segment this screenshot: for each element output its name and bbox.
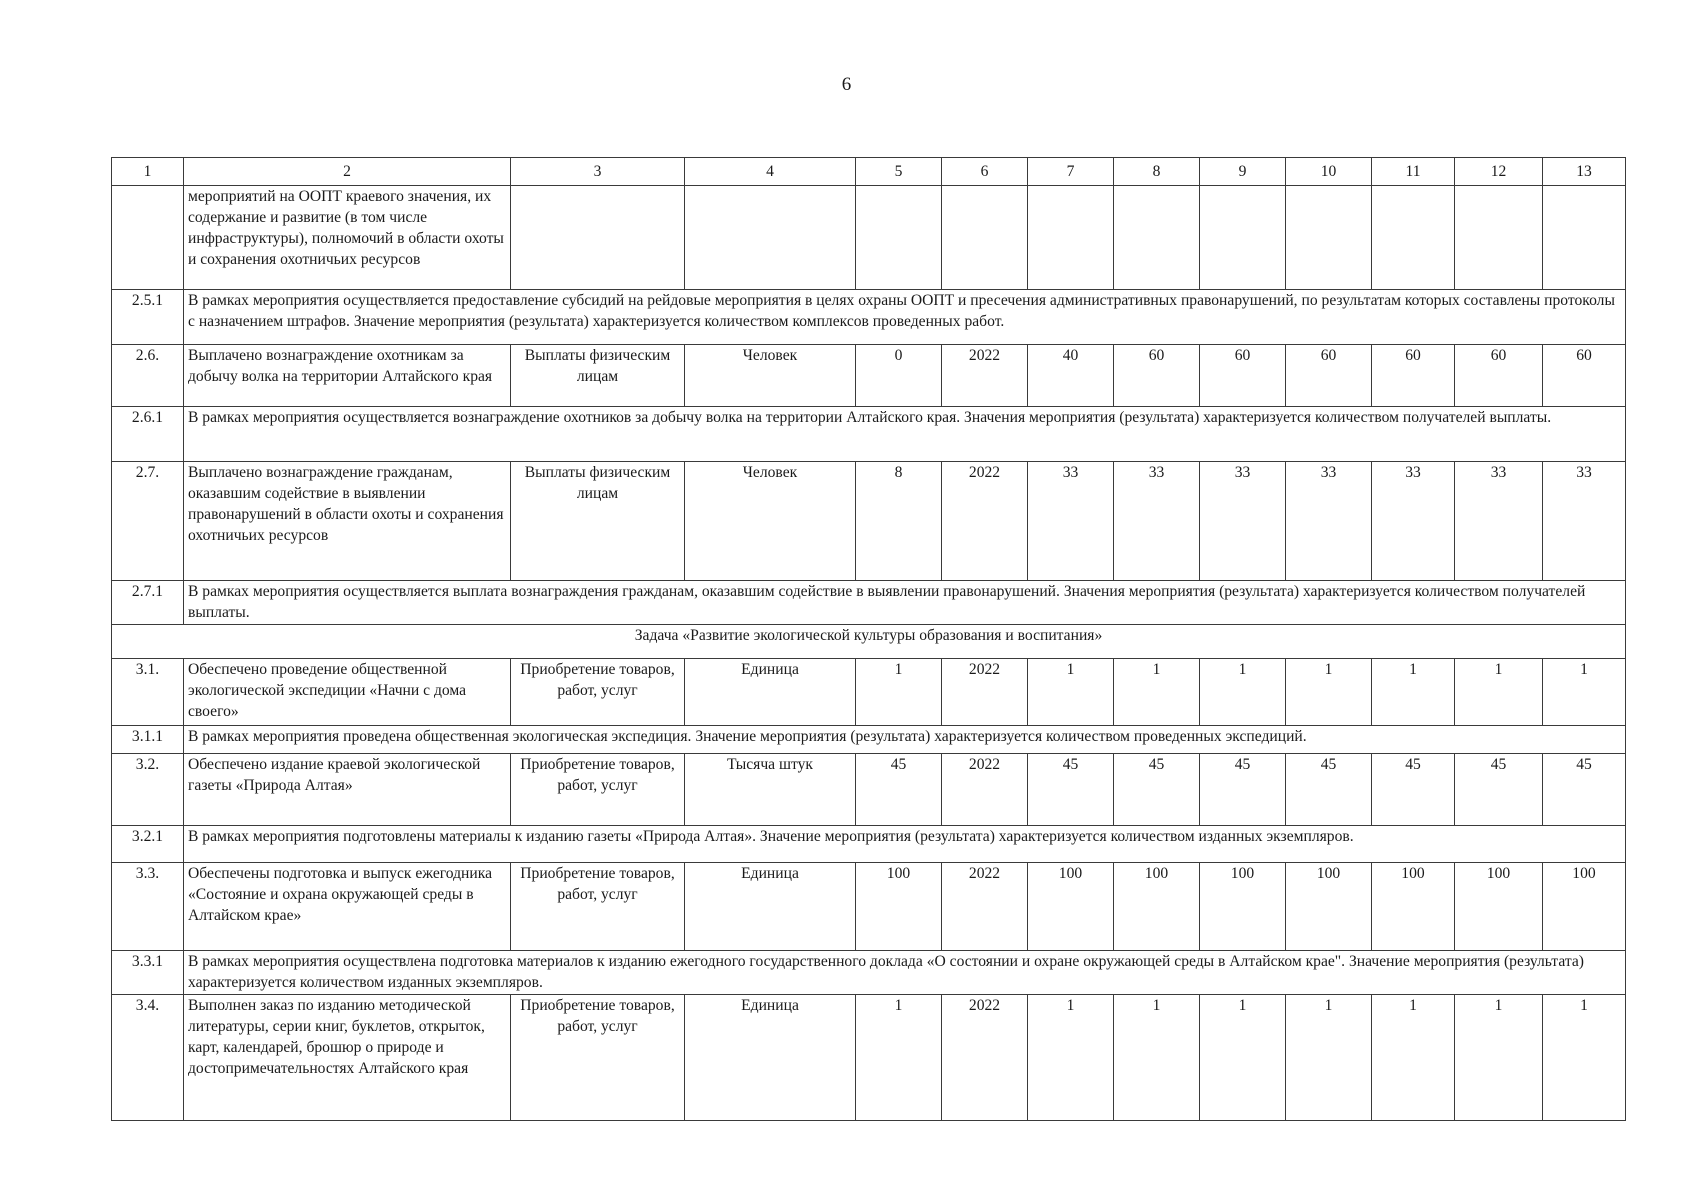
value-cell: 1: [1372, 995, 1455, 1121]
column-header: 10: [1286, 158, 1372, 186]
value-cell: 1: [1114, 659, 1200, 726]
base-year: 2022: [942, 754, 1028, 826]
row-number: 3.1.1: [112, 726, 184, 754]
value-cell: 60: [1372, 345, 1455, 407]
description-row: [112, 407, 1626, 462]
value-cell: 33: [1200, 462, 1286, 581]
indicator-name: Выплачено вознаграждение гражданам, оказавшим содействие в выявлении правонарушений в области охоты и сохранения охотничьих ресурсов: [184, 462, 511, 581]
value-cell: 33: [1028, 462, 1114, 581]
row-description: В рамках мероприятия осуществляется предоставление субсидий на рейдовые мероприятия в целях охраны ООПТ и пресечения административных правонарушений, по результатам которых составлены протоколы с назначением штрафов. Значение мероприятия (результата) характеризуется количеством комплексов проведенных работ.: [184, 290, 1626, 345]
indicators-table: [111, 157, 1626, 1121]
column-header: 8: [1114, 158, 1200, 186]
row-number: 3.2.: [112, 754, 184, 826]
table-row: [112, 659, 1626, 726]
unit: Тысяча штук: [685, 754, 856, 826]
value-cell: 45: [1455, 754, 1543, 826]
table-row: [112, 863, 1626, 951]
value-cell: 60: [1286, 345, 1372, 407]
column-header: 2: [184, 158, 511, 186]
value-cell: 60: [1455, 345, 1543, 407]
value-cell: 1: [1028, 659, 1114, 726]
row-description: В рамках мероприятия осуществлена подготовка материалов к изданию ежегодного государственного доклада «О состоянии и охране окружающей среды в Алтайском крае". Значение мероприятия (результата) характеризуется количеством изданных экземпляров.: [184, 951, 1626, 995]
expense-type: Выплаты физическим лицам: [511, 345, 685, 407]
unit: Единица: [685, 995, 856, 1121]
value-cell: 1: [1200, 995, 1286, 1121]
value-cell: 45: [1028, 754, 1114, 826]
column-header: 9: [1200, 158, 1286, 186]
value-cell: 100: [1455, 863, 1543, 951]
value-cell: 1: [1543, 995, 1626, 1121]
value-cell: 33: [1543, 462, 1626, 581]
table-row: [112, 462, 1626, 581]
row-number: 2.6.1: [112, 407, 184, 462]
value-cell: 60: [1200, 345, 1286, 407]
base-year: 2022: [942, 995, 1028, 1121]
page-number: 6: [841, 74, 852, 95]
value-cell: 45: [1286, 754, 1372, 826]
description-row: [112, 826, 1626, 863]
base-year: 2022: [942, 659, 1028, 726]
column-header: 13: [1543, 158, 1626, 186]
description-row: [112, 951, 1626, 995]
row-description: В рамках мероприятия осуществляется выплата вознаграждения гражданам, оказавшим содействие в выявлении правонарушений. Значения мероприятия (результата) характеризуется количеством получателей выплаты.: [184, 581, 1626, 625]
value-cell: 60: [1543, 345, 1626, 407]
row-number: 2.6.: [112, 345, 184, 407]
expense-type: Приобретение товаров, работ, услуг: [511, 754, 685, 826]
row-number: 2.7.1: [112, 581, 184, 625]
indicator-name: Обеспечено издание краевой экологической газеты «Природа Алтая»: [184, 754, 511, 826]
value-cell: 1: [1286, 995, 1372, 1121]
value-cell: 100: [1372, 863, 1455, 951]
column-header: 1: [112, 158, 184, 186]
base-year: 2022: [942, 345, 1028, 407]
table-row: [112, 754, 1626, 826]
row-number: 3.1.: [112, 659, 184, 726]
base-value: 1: [856, 659, 942, 726]
column-header: 12: [1455, 158, 1543, 186]
base-year: 2022: [942, 462, 1028, 581]
value-cell: 100: [1543, 863, 1626, 951]
value-cell: 100: [1286, 863, 1372, 951]
table-row: [112, 186, 1626, 290]
indicator-name: Выплачено вознаграждение охотникам за добычу волка на территории Алтайского края: [184, 345, 511, 407]
unit: Единица: [685, 863, 856, 951]
unit: Человек: [685, 345, 856, 407]
base-value: 100: [856, 863, 942, 951]
indicator-name: Выполнен заказ по изданию методической литературы, серии книг, буклетов, открыток, карт, календарей, брошюр о природе и достопримечательностях Алтайского края: [184, 995, 511, 1121]
column-number-header-row: [112, 158, 1626, 186]
base-value: 8: [856, 462, 942, 581]
expense-type: Приобретение товаров, работ, услуг: [511, 863, 685, 951]
column-header: 3: [511, 158, 685, 186]
row-number: 3.2.1: [112, 826, 184, 863]
value-cell: 1: [1200, 659, 1286, 726]
value-cell: 45: [1543, 754, 1626, 826]
value-cell: 33: [1114, 462, 1200, 581]
value-cell: 45: [1114, 754, 1200, 826]
description-row: [112, 726, 1626, 754]
value-cell: 1: [1028, 995, 1114, 1121]
indicator-name: Обеспечены подготовка и выпуск ежегодника «Состояние и охрана окружающей среды в Алтайском крае»: [184, 863, 511, 951]
value-cell: 45: [1200, 754, 1286, 826]
base-value: 1: [856, 995, 942, 1121]
unit: Человек: [685, 462, 856, 581]
indicator-name: Обеспечено проведение общественной экологической экспедиции «Начни с дома своего»: [184, 659, 511, 726]
base-value: 45: [856, 754, 942, 826]
value-cell: 1: [1543, 659, 1626, 726]
value-cell: 1: [1114, 995, 1200, 1121]
value-cell: 1: [1455, 995, 1543, 1121]
indicator-name: мероприятий на ООПТ краевого значения, их содержание и развитие (в том числе инфраструктуры), полномочий в области охоты и сохранения охотничьих ресурсов: [184, 186, 511, 290]
expense-type: Приобретение товаров, работ, услуг: [511, 995, 685, 1121]
row-number: 2.5.1: [112, 290, 184, 345]
column-header: 7: [1028, 158, 1114, 186]
column-header: 6: [942, 158, 1028, 186]
base-year: 2022: [942, 863, 1028, 951]
column-header: 5: [856, 158, 942, 186]
value-cell: 33: [1372, 462, 1455, 581]
expense-type: Приобретение товаров, работ, услуг: [511, 659, 685, 726]
value-cell: 100: [1028, 863, 1114, 951]
column-header: 11: [1372, 158, 1455, 186]
column-header: 4: [685, 158, 856, 186]
value-cell: 40: [1028, 345, 1114, 407]
row-number: 3.3.1: [112, 951, 184, 995]
task-heading: Задача «Развитие экологической культуры образования и воспитания»: [112, 625, 1626, 659]
row-description: В рамках мероприятия осуществляется вознаграждение охотников за добычу волка на территории Алтайского края. Значения мероприятия (результата) характеризуется количеством получателей выплаты.: [184, 407, 1626, 462]
task-row: [112, 625, 1626, 659]
row-description: В рамках мероприятия подготовлены материалы к изданию газеты «Природа Алтая». Значение мероприятия (результата) характеризуется количеством изданных экземпляров.: [184, 826, 1626, 863]
value-cell: 1: [1286, 659, 1372, 726]
value-cell: 100: [1114, 863, 1200, 951]
base-value: 0: [856, 345, 942, 407]
table-row: [112, 345, 1626, 407]
value-cell: 1: [1372, 659, 1455, 726]
value-cell: 1: [1455, 659, 1543, 726]
value-cell: 33: [1455, 462, 1543, 581]
row-number: 3.3.: [112, 863, 184, 951]
value-cell: 100: [1200, 863, 1286, 951]
value-cell: 45: [1372, 754, 1455, 826]
row-number: 2.7.: [112, 462, 184, 581]
row-description: В рамках мероприятия проведена общественная экологическая экспедиция. Значение мероприятия (результата) характеризуется количеством проведенных экспедиций.: [184, 726, 1626, 754]
row-number: 3.4.: [112, 995, 184, 1121]
unit: Единица: [685, 659, 856, 726]
table-row: [112, 995, 1626, 1121]
description-row: [112, 290, 1626, 345]
description-row: [112, 581, 1626, 625]
expense-type: Выплаты физическим лицам: [511, 462, 685, 581]
value-cell: 33: [1286, 462, 1372, 581]
value-cell: 60: [1114, 345, 1200, 407]
